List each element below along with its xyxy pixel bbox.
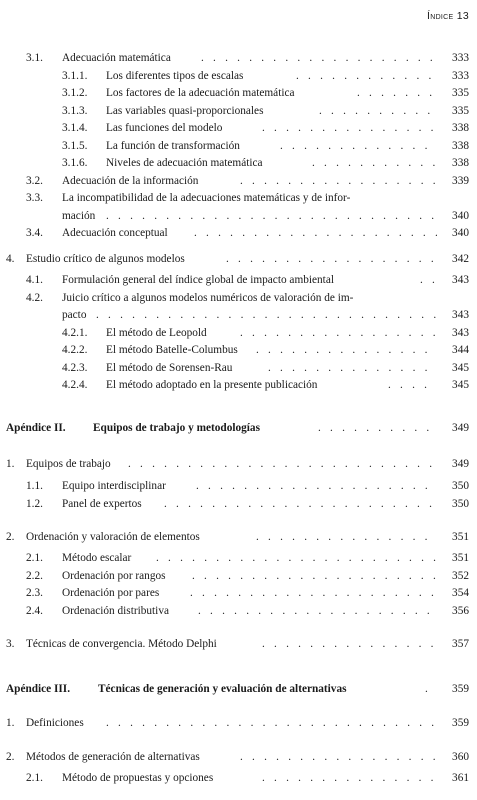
- toc-entry-number: 3.1.1.: [62, 69, 88, 82]
- dot-leader: [96, 307, 437, 324]
- toc-entry-number: 3.1.6.: [62, 157, 88, 169]
- dot-leader: [194, 225, 437, 242]
- toc-entry-page: 338: [452, 122, 469, 134]
- toc-entry-number: 3.: [6, 638, 15, 650]
- dot-leader: [198, 603, 437, 620]
- toc-entry-number: 4.2.3.: [62, 361, 88, 374]
- dot-leader: [190, 585, 437, 602]
- toc-entry-page: 345: [452, 361, 469, 374]
- toc-entry-title: Estudio crítico de algunos modelos: [26, 253, 185, 265]
- toc-entry-page: 333: [452, 69, 469, 82]
- toc-entry-title: Método de propuestas y opciones: [62, 772, 214, 784]
- toc-entry-page: 343: [452, 326, 469, 339]
- toc-entry-number: 1.: [6, 458, 15, 470]
- toc-entry-number: 2.4.: [26, 604, 43, 617]
- toc-entry-title: El método de Sorensen-Rau: [106, 361, 233, 374]
- dot-leader: [240, 173, 437, 190]
- dot-leader: [156, 550, 437, 567]
- toc-entry-number: 4.2.1.: [62, 326, 88, 339]
- running-header: [427, 10, 469, 22]
- toc-entry-page: 349: [452, 422, 469, 434]
- toc-entry-number: 1.2.: [26, 497, 43, 510]
- toc-entry-number: 2.2.: [26, 569, 43, 582]
- toc-entry-number: 3.1.: [26, 52, 43, 64]
- dot-leader: [420, 272, 437, 289]
- toc-entry-page: 360: [452, 751, 469, 763]
- dot-leader: [268, 360, 437, 377]
- dot-leader: [262, 120, 437, 137]
- toc-entry-number: 2.1.: [26, 552, 43, 564]
- toc-entry-number: 3.4.: [26, 227, 43, 239]
- toc-entry-number: 3.2.: [26, 174, 43, 187]
- toc-entry-page: 335: [452, 87, 469, 99]
- toc-entry-page: 352: [452, 569, 469, 582]
- toc-entry-number: 2.: [6, 751, 15, 763]
- dot-leader: [357, 85, 437, 102]
- dot-leader: [425, 681, 437, 698]
- appendix-label: Apéndice II.: [6, 422, 66, 434]
- toc-entry-title: Adecuación matemática: [62, 52, 171, 64]
- toc-entry-title: Método escalar: [62, 552, 132, 564]
- toc-entry-title: Las variables quasi-proporcionales: [106, 104, 264, 117]
- toc-entry-number: 3.3.: [26, 192, 43, 204]
- toc-entry-number: 2.1.: [26, 772, 43, 784]
- toc-entry-title: La función de transformación: [106, 139, 240, 152]
- toc-entry-title: Los factores de la adecuación matemática: [106, 87, 295, 99]
- toc-entry-title: Panel de expertos: [62, 497, 142, 510]
- dot-leader: [296, 68, 437, 85]
- toc-entry-title: mación: [62, 209, 96, 222]
- toc-entry-title: Técnicas de convergencia. Método Delphi: [26, 638, 217, 650]
- toc-entry-page: 338: [452, 139, 469, 152]
- toc-entry-page: 351: [452, 552, 469, 564]
- dot-leader: [164, 496, 437, 513]
- dot-leader: [240, 325, 437, 342]
- toc-entry-page: 343: [452, 309, 469, 321]
- dot-leader: [106, 715, 437, 732]
- appendix-title: Técnicas de generación y evaluación de alternativas: [98, 683, 347, 695]
- toc-entry-number: 3.1.3.: [62, 104, 88, 117]
- dot-leader: [106, 208, 437, 225]
- toc-entry-title: Ordenación por pares: [62, 587, 160, 599]
- toc-entry-number: 3.1.4.: [62, 122, 88, 134]
- dot-leader: [388, 377, 437, 394]
- toc-entry-title: Adecuación conceptual: [62, 227, 168, 239]
- dot-leader: [262, 636, 437, 653]
- appendix-label: Apéndice III.: [6, 683, 71, 695]
- toc-entry-title: Formulación general del índice global de impacto ambiental: [62, 274, 334, 286]
- running-header-page-number: 13: [456, 10, 469, 22]
- toc-entry-page: 342: [452, 253, 469, 265]
- dot-leader: [226, 251, 437, 268]
- toc-entry-title: El método adoptado en la presente publicación: [106, 379, 318, 391]
- toc-entry-title: Equipos de trabajo: [26, 458, 111, 470]
- toc-entry-page: 338: [452, 157, 469, 169]
- toc-entry-page: 357: [452, 638, 469, 650]
- toc-entry-page: 350: [452, 497, 469, 510]
- dot-leader: [201, 50, 437, 67]
- dot-leader: [256, 529, 437, 546]
- toc-entry-page: 354: [452, 587, 469, 599]
- toc-entry-page: 344: [452, 344, 469, 356]
- toc-entry-title: Ordenación y valoración de elementos: [26, 531, 200, 543]
- dot-leader: [312, 155, 437, 172]
- toc-entry-title: Definiciones: [26, 717, 84, 729]
- appendix-title: Equipos de trabajo y metodologías: [93, 422, 260, 434]
- toc-entry-title: Equipo interdisciplinar: [62, 480, 166, 492]
- toc-entry-title: Adecuación de la información: [62, 174, 199, 187]
- toc-entry-title: pacto: [62, 309, 87, 321]
- toc-entry-page: 359: [452, 717, 469, 729]
- dot-leader: [192, 568, 437, 585]
- toc-entry-number: 1.1.: [26, 480, 43, 492]
- toc-entry-title: Juicio crítico a algunos modelos numéricos de valoración de im-: [62, 291, 354, 304]
- dot-leader: [128, 456, 437, 473]
- toc-entry-title: Las funciones del modelo: [106, 122, 223, 134]
- dot-leader: [280, 138, 437, 155]
- toc-entry-title: Los diferentes tipos de escalas: [106, 69, 244, 82]
- toc-entry-number: 2.3.: [26, 587, 43, 599]
- toc-entry-title: Métodos de generación de alternativas: [26, 751, 200, 763]
- toc-entry-page: 343: [452, 274, 469, 286]
- toc-entry-page: 340: [452, 209, 469, 222]
- toc-entry-title: Niveles de adecuación matemática: [106, 157, 263, 169]
- toc-entry-page: 351: [452, 531, 469, 543]
- toc-entry-number: 3.1.5.: [62, 139, 88, 152]
- toc-entry-number: 1.: [6, 717, 15, 729]
- toc-entry-page: 359: [452, 683, 469, 695]
- dot-leader: [319, 103, 437, 120]
- toc-entry-page: 345: [452, 379, 469, 391]
- toc-entry-title: Ordenación por rangos: [62, 569, 166, 582]
- dot-leader: [318, 420, 437, 437]
- dot-leader: [196, 478, 437, 495]
- running-header-title: Índice: [427, 10, 454, 22]
- toc-entry-number: 4.2.4.: [62, 379, 88, 391]
- toc-entry-page: 356: [452, 604, 469, 617]
- toc-entry-number: 4.1.: [26, 274, 43, 286]
- toc-entry-title: El método de Leopold: [106, 326, 207, 339]
- toc-entry-title: Ordenación distributiva: [62, 604, 169, 617]
- toc-entry-page: 335: [452, 104, 469, 117]
- toc-entry-number: 4.2.2.: [62, 344, 88, 356]
- toc-entry-number: 4.2.: [26, 291, 43, 304]
- toc-entry-page: 339: [452, 174, 469, 187]
- toc-entry-page: 333: [452, 52, 469, 64]
- toc-entry-number: 3.1.2.: [62, 87, 88, 99]
- dot-leader: [262, 770, 437, 787]
- toc-entry-title: El método Batelle-Columbus: [106, 344, 238, 356]
- toc-entry-page: 350: [452, 480, 469, 492]
- dot-leader: [256, 342, 437, 359]
- toc-entry-number: 2.: [6, 531, 15, 543]
- toc-entry-number: 4.: [6, 253, 15, 265]
- toc-entry-page: 349: [452, 458, 469, 470]
- toc-entry-page: 361: [452, 772, 469, 784]
- dot-leader: [240, 749, 437, 766]
- toc-entry-title: La incompatibilidad de la adecuaciones matemáticas y de infor-: [62, 192, 351, 204]
- toc-entry-page: 340: [452, 227, 469, 239]
